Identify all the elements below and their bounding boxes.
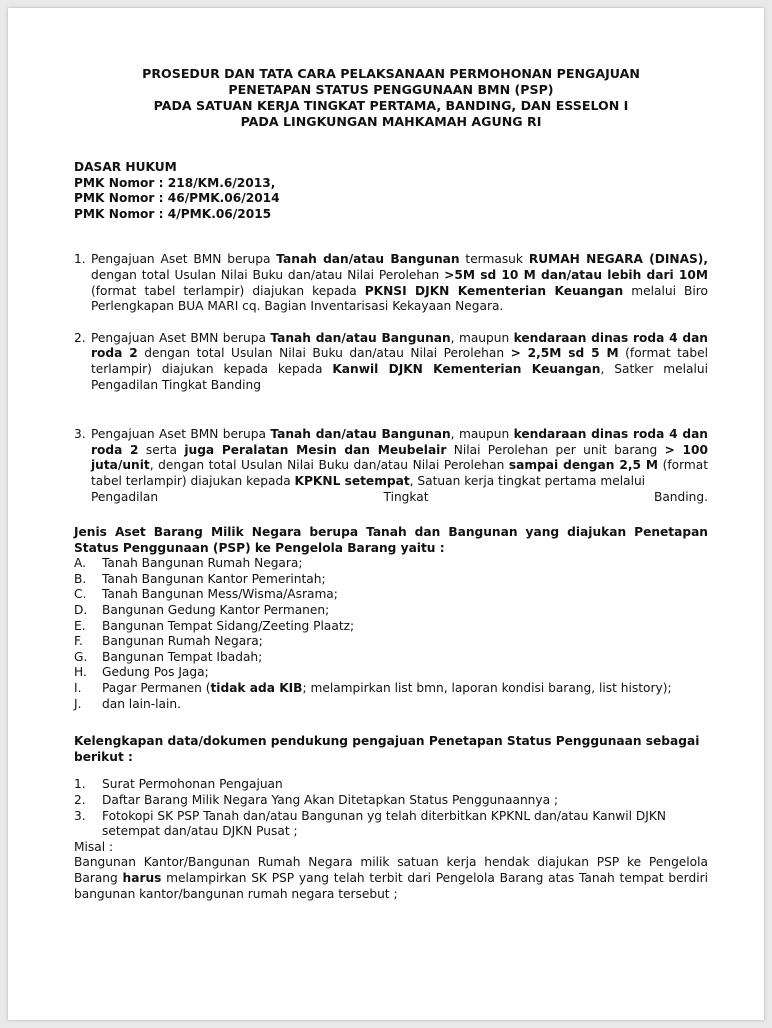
list-item [74, 572, 708, 588]
legal-ref: PMK Nomor : 46/PMK.06/2014 [74, 191, 280, 206]
text: , maupun [450, 330, 514, 345]
documents-list [74, 777, 708, 839]
documents-section [74, 734, 708, 840]
bold-text: > 100 juta/unit [91, 442, 708, 473]
example-paragraph [74, 855, 708, 902]
list-item [74, 556, 708, 572]
list-text: Pagar Permanen ( [102, 681, 211, 696]
documents-heading: Kelengkapan data/dokumen pendukung pengajuan Penetapan Status Penggunaan sebagai berikut : [74, 734, 700, 764]
text: serta [138, 442, 185, 457]
bold-text: kendaraan dinas roda 4 dan roda 2 [91, 427, 708, 457]
list-letter: E. [74, 618, 86, 633]
text: Bangunan Kantor/Bangunan Rumah Negara milik satuan kerja hendak diajukan PSP ke Pengelola Barang [74, 855, 708, 885]
document-content [74, 66, 708, 902]
list-text: Tanah Bangunan Rumah Negara; [102, 556, 303, 571]
bold-text: RUMAH NEGARA (DINAS), [528, 252, 708, 267]
list-letter: F. [74, 634, 83, 649]
text: Pengajuan Aset BMN berupa [91, 330, 271, 345]
list-letter: I. [74, 681, 82, 696]
list-letter: D. [74, 603, 88, 618]
bold-text: kendaraan dinas roda 4 dan roda 2 [91, 330, 708, 361]
text: (format tabel terlampir) diajukan kepada [91, 458, 708, 488]
list-text: Daftar Barang Milik Negara Yang Akan Ditetapkan Status Penggunaannya ; [102, 793, 559, 807]
list-text: Gedung Pos Jaga; [102, 665, 209, 680]
text: , maupun [450, 427, 514, 442]
bold-text: KPKNL setempat [294, 473, 410, 488]
text: termasuk [459, 252, 529, 267]
text: Tingkat [383, 489, 429, 504]
bold-text: Tanah dan/atau Bangunan [270, 330, 451, 345]
list-item [74, 634, 708, 650]
list-item [74, 587, 708, 603]
list-number: 3. [74, 808, 86, 823]
procedure-item-3 [74, 427, 708, 505]
text: melampirkan SK PSP yang telah terbit dari Pengelola Barang atas Tanah tempat berdiri bangunan kantor/bangunan rumah negara tersebut ; [74, 870, 708, 901]
legal-ref: PMK Nomor : 218/KM.6/2013, [74, 175, 276, 190]
example-label: Misal : [74, 839, 114, 854]
text: Nilai Perolehan per unit barang [446, 442, 665, 457]
list-item [74, 697, 708, 713]
list-letter: J. [74, 696, 82, 711]
text: Pengadilan [91, 489, 159, 504]
list-text: Bangunan Rumah Negara; [102, 634, 263, 649]
item-number: 3. [74, 427, 86, 442]
list-text: Tanah Bangunan Mess/Wisma/Asrama; [102, 587, 338, 602]
list-number: 2. [74, 793, 86, 807]
text: Pengajuan Aset BMN berupa [91, 427, 271, 442]
list-item [74, 603, 708, 619]
text: (format tabel terlampir) diajukan kepada [91, 283, 365, 298]
bold-text: sampai dengan 2,5 M [508, 458, 659, 473]
procedure-item-2 [74, 331, 708, 393]
list-letter: B. [74, 571, 87, 586]
bold-text: Tanah dan/atau Bangunan [270, 427, 451, 442]
text: dengan total Usulan Nilai Buku dan/atau Nilai Perolehan [137, 346, 511, 361]
text: , Satuan kerja tingkat pertama melalui [409, 473, 646, 488]
list-item [74, 809, 708, 840]
bold-text: >5M sd 10 M dan/atau lebih dari 10M [444, 267, 708, 282]
bold-text: > 2,5M sd 5 M [510, 346, 619, 361]
text: dengan total Usulan Nilai Buku dan/atau Nilai Perolehan [91, 267, 445, 282]
list-text: Fotokopi SK PSP Tanah dan/atau Bangunan yg telah diterbitkan KPKNL dan/atau Kanwil DJKN setempat dan/atau DJKN Pusat ; [102, 808, 667, 839]
asset-types-list [74, 556, 708, 712]
asset-types-section [74, 525, 708, 712]
title-line-2: PENETAPAN STATUS PENGGUNAAN BMN (PSP) [228, 82, 554, 97]
title-line-1: PROSEDUR DAN TATA CARA PELAKSANAAN PERMOHONAN PENGAJUAN [142, 66, 640, 81]
list-item [74, 619, 708, 635]
item-number: 2. [74, 330, 86, 345]
bold-text: tidak ada KIB [210, 681, 303, 696]
list-text: dan lain-lain. [102, 696, 182, 711]
list-text: Tanah Bangunan Kantor Pemerintah; [102, 571, 326, 586]
legal-heading: DASAR HUKUM [74, 160, 177, 174]
list-number: 1. [74, 777, 86, 792]
list-text: Bangunan Tempat Sidang/Zeeting Plaatz; [102, 618, 355, 633]
procedure-list [74, 252, 708, 505]
title-line-4: PADA LINGKUNGAN MAHKAMAH AGUNG RI [240, 114, 542, 129]
list-item [74, 793, 708, 809]
title-line-3: PADA SATUAN KERJA TINGKAT PERTAMA, BANDING, DAN ESSELON I [153, 98, 629, 113]
document-title [74, 66, 708, 130]
text: Pengajuan Aset BMN berupa [91, 252, 277, 267]
text: Banding. [653, 489, 708, 504]
bold-text: juga Peralatan Mesin dan Meubelair [184, 442, 447, 457]
legal-ref: PMK Nomor : 4/PMK.06/2015 [74, 206, 272, 221]
list-item [74, 665, 708, 681]
bold-text: harus [122, 870, 162, 885]
list-text: ; melampirkan list bmn, laporan kondisi barang, list history); [302, 681, 672, 696]
document-page [8, 8, 764, 1020]
list-text: Surat Permohonan Pengajuan [102, 777, 283, 792]
justified-last-line [91, 490, 708, 506]
list-letter: H. [74, 665, 87, 680]
list-text: Bangunan Gedung Kantor Permanen; [102, 603, 330, 618]
list-letter: G. [74, 649, 88, 664]
text: (format tabel terlampir) diajukan kepada kepada [91, 346, 708, 376]
list-text: Bangunan Tempat Ibadah; [102, 649, 263, 664]
list-letter: C. [74, 587, 87, 602]
legal-basis [74, 160, 708, 222]
list-item [74, 681, 708, 697]
asset-types-heading: Jenis Aset Barang Milik Negara berupa Tanah dan Bangunan yang diajukan Penetapan Status Penggunaan (PSP) ke Pengelola Barang yaitu : [74, 525, 708, 555]
bold-text: Tanah dan/atau Bangunan [276, 252, 460, 267]
text: , Satker melalui Pengadilan Tingkat Banding [91, 361, 708, 392]
text: melalui Biro Perlengkapan BUA MARI cq. Bagian Inventarisasi Kekayaan Negara. [91, 283, 708, 314]
procedure-item-1 [74, 252, 708, 314]
list-letter: A. [74, 556, 86, 571]
bold-text: Kanwil DJKN Kementerian Keuangan [332, 361, 601, 376]
bold-text: PKNSI DJKN Kementerian Keuangan [364, 283, 624, 298]
text: , dengan total Usulan Nilai Buku dan/atau Nilai Perolehan [149, 458, 509, 473]
list-item [74, 650, 708, 666]
list-item [74, 777, 708, 793]
item-number: 1. [74, 252, 86, 267]
